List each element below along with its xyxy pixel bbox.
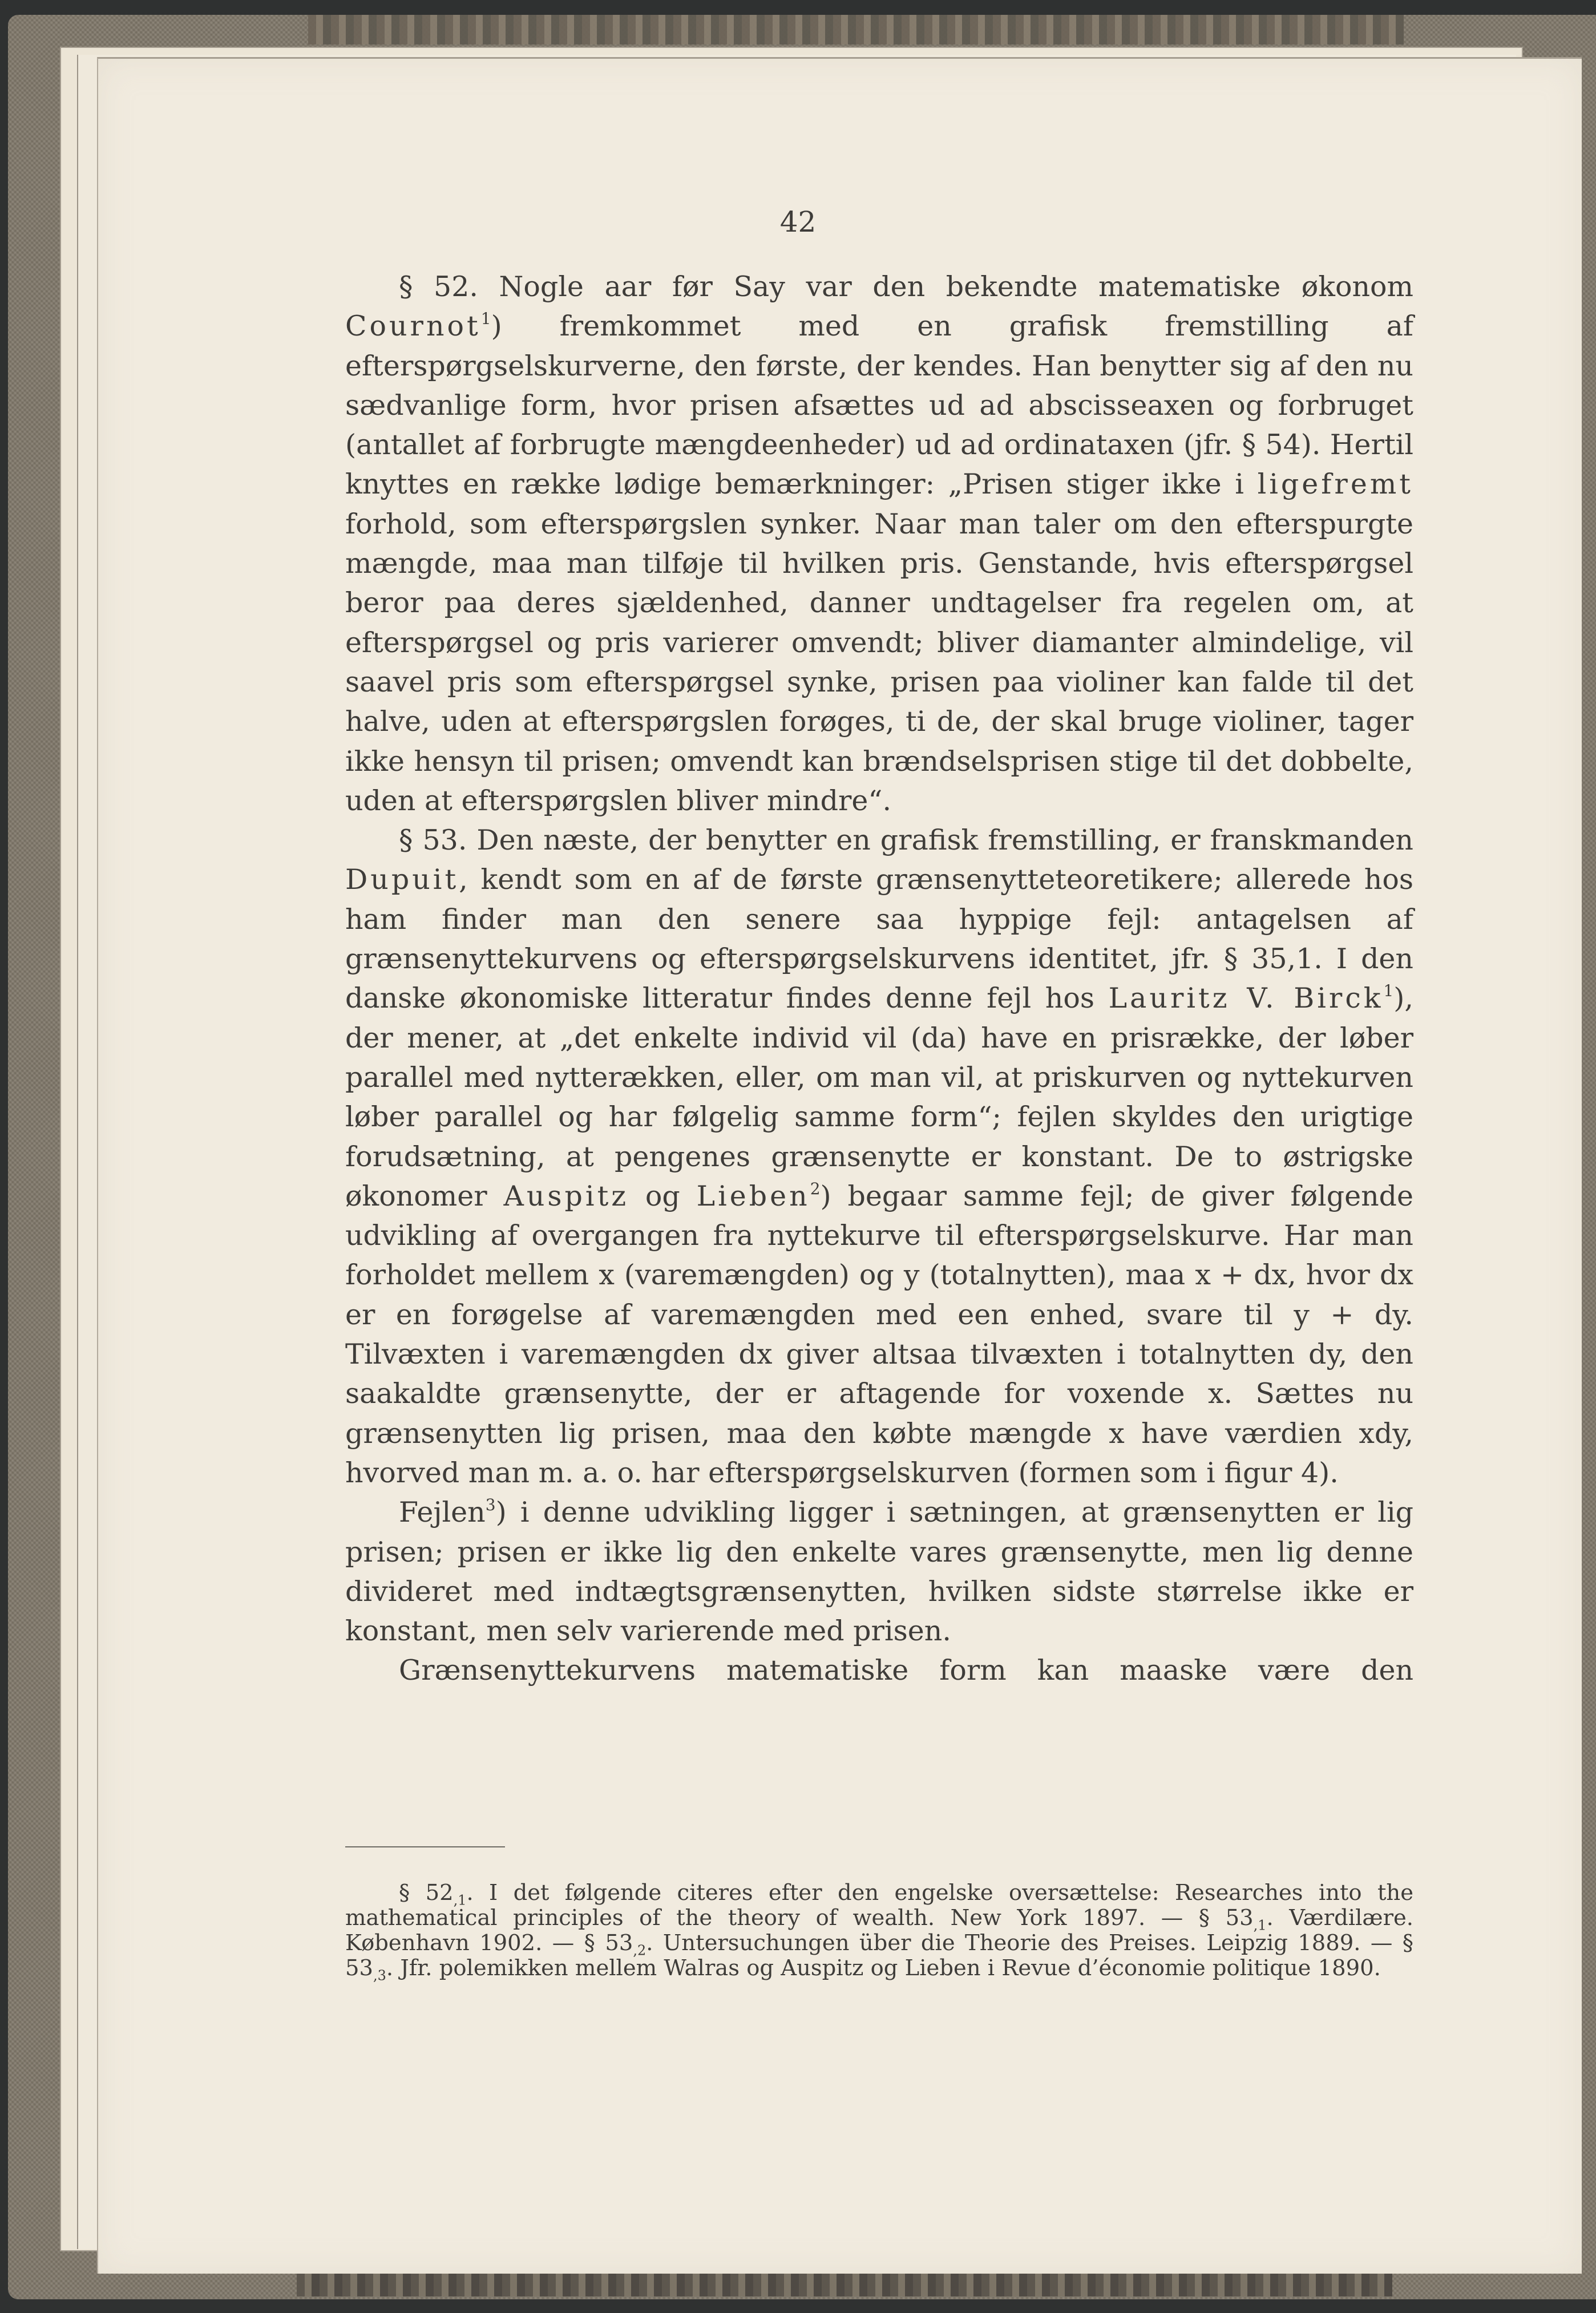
text-run: . Værdilære. København 1902. — § 53 <box>345 1905 1413 1956</box>
page-edges-bottom <box>297 2272 1392 2296</box>
text-run: § 53. Den næste, der benytter en grafisk fremstilling, er franskmanden <box>399 824 1413 857</box>
spaced-name: Lauritz V. Birck <box>1108 982 1384 1015</box>
text-run: ) fremkommet med en grafisk fremstilling af efterspørgselskurverne, den første, der kendes. Han benytter sig af den nu sædvanlige form, hvor prisen afsættes ud ad abscisseaxen og forbruget (antallet af forbrugte mængdeenheder) ud ad ordinataxen (jfr. § 54). Hertil knyttes en række lødige bemærkninger: „Prisen stiger ikke i <box>345 310 1413 501</box>
spaced-name: Lieben <box>696 1179 810 1212</box>
spaced-name: Dupuit <box>345 863 459 896</box>
text-run: og <box>629 1179 697 1212</box>
spaced-name: Auspitz <box>503 1179 629 1212</box>
text-run: § 52 <box>399 1880 454 1906</box>
footnote-subscript: ,1 <box>1253 1917 1267 1934</box>
paragraph-p52 <box>345 267 1413 820</box>
page-edges-top <box>308 15 1404 45</box>
footnote-marker: 3 <box>485 1495 496 1515</box>
footnote-marker: 2 <box>810 1179 821 1198</box>
footnote-subscript: ,1 <box>453 1892 467 1908</box>
paragraph-p53 <box>345 820 1413 1493</box>
text-run: Grænsenyttekurvens matematiske form kan maaske være den <box>399 1654 1413 1687</box>
footnote-text <box>345 1880 1413 1984</box>
footnote-subscript: ,2 <box>633 1942 647 1959</box>
paragraph-p-fejlen <box>345 1493 1413 1651</box>
text-run: . I det følgende citeres efter den engelske oversættelse: Researches into the mathematical principles of the theory of wealth. New York 1897. — § 53 <box>345 1880 1413 1931</box>
footnote-subscript: ,3 <box>373 1967 386 1984</box>
text-run: Fejlen <box>399 1496 486 1529</box>
paragraph-p-last <box>345 1651 1413 1690</box>
spaced-name: ligefremt <box>1257 468 1413 501</box>
text-run: forhold, som efterspørgslen synker. Naar man taler om den efterspurgte mængde, maa man tilføje til hvilken pris. Genstande, hvis efterspørgsel beror paa deres sjældenhed, danner undtagelser fra regelen om, at efterspørgsel og pris varierer omvendt; bliver diamanter almindelige, vil saavel pris som efterspørgsel synke, prisen paa violiner kan falde til det halve, uden at efterspørgslen forøges, ti de, der skal bruge violiner, tager ikke hensyn til prisen; omvendt kan brændselsprisen stige til det dobbelte, uden at efterspørgslen bliver mindre“. <box>345 507 1413 817</box>
footnote-marker: 1 <box>480 309 491 329</box>
text-run: ), der mener, at „det enkelte individ vil (da) have en prisrække, der løber parallel med nytterækken, eller, om man vil, at priskurven og nyttekurven løber parallel og har følgelig samme form“; fejlen skyldes den urigtige forudsætning, at pengenes grænsenytte er konstant. De to østrigske økonomer <box>345 982 1413 1212</box>
text-run: ) begaar samme fejl; de giver følgende udvikling af overgangen fra nyttekurve til efterspørgselskurve. Har man forholdet mellem x (varemængden) og y (totalnytten), maa x + dx, hvor dx er en forøgelse af varemængden med een enhed, svare til y + dy. Tilvæxten i varemængden dx giver altsaa tilvæxten i totalnytten dy, den saakaldte grænsenytte, der er aftagende for voxende x. Sættes nu grænsenytten lig prisen, maa den købte mængde x have værdien xdy, hvorved man m. a. o. har efterspørgselskurven (formen som i figur 4). <box>345 1179 1413 1489</box>
footnote-separator <box>345 1846 505 1847</box>
body-text <box>345 267 1413 1691</box>
page-number: 42 <box>779 205 817 238</box>
text-run: § 52. Nogle aar før Say var den bekendte matematiske økonom <box>399 270 1413 303</box>
text-run: , kendt som en af de første grænsenytteteoretikere; allerede hos ham finder man den senere saa hyppige fejl: antagelsen af grænsenyttekurvens og efterspørgselskurvens identitet, jfr. § 35,1. I den danske økonomiske litteratur findes denne fejl hos <box>345 863 1413 1015</box>
text-run: ) i denne udvikling ligger i sætningen, at grænsenytten er lig prisen; prisen er ikke lig den enkelte vares grænsenytte, men lig denne divideret med indtægtsgrænsenytten, hvilken sidste størrelse ikke er konstant, men selv varierende med prisen. <box>345 1496 1413 1648</box>
text-run: . Jfr. polemikken mellem Walras og Auspitz og Lieben i Revue d’économie politique 1890. <box>386 1955 1381 1981</box>
footnote-marker: 1 <box>1383 981 1394 1001</box>
spaced-name: Cournot <box>345 310 481 343</box>
text-run: . Untersuchungen über die Theorie des Preises. Leipzig 1889. — § 53 <box>345 1930 1413 1981</box>
footnotes <box>345 1880 1413 1984</box>
